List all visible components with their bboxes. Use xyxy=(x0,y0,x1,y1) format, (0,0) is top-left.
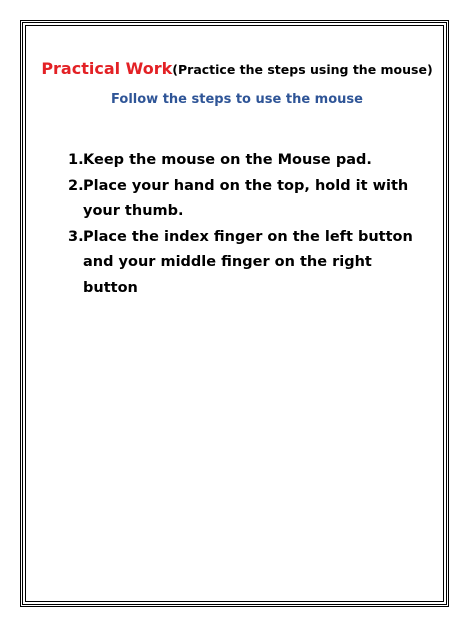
step-item-2 xyxy=(68,174,428,225)
step-item-1 xyxy=(68,148,428,174)
steps-list xyxy=(68,148,428,301)
step-text: Keep the mouse on the Mouse pad. xyxy=(83,152,372,168)
step-text: Place the index finger on the left button and your middle finger on the right button xyxy=(83,228,413,296)
page-title xyxy=(0,59,474,78)
step-number: 2. xyxy=(68,177,84,194)
step-number: 3. xyxy=(68,228,84,245)
title-main: Practical Work xyxy=(41,59,173,78)
title-sub: (Practice the steps using the mouse) xyxy=(172,62,433,77)
step-text: Place your hand on the top, hold it with your thumb. xyxy=(83,177,409,219)
subheading: Follow the steps to use the mouse xyxy=(111,92,363,107)
page-border xyxy=(20,20,449,607)
step-item-3 xyxy=(68,225,428,302)
step-number: 1. xyxy=(68,152,84,168)
